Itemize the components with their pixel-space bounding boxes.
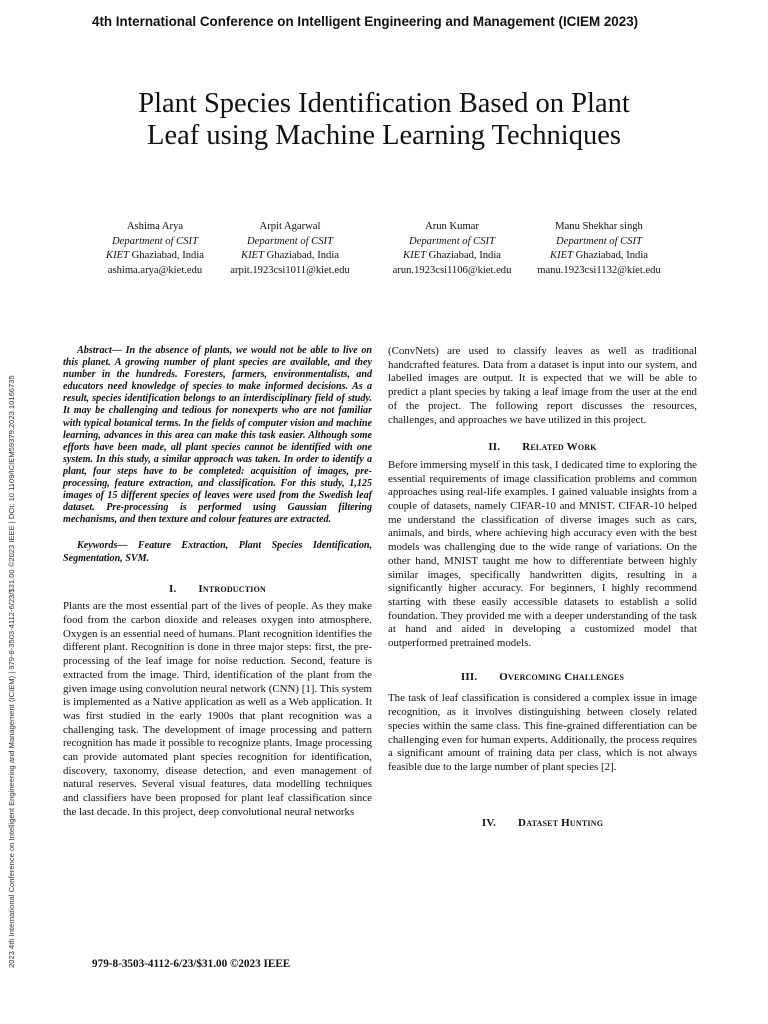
author-block	[0, 220, 768, 280]
section-heading-overcoming-challenges: III. Overcoming Challenges	[460, 670, 625, 683]
right-column	[388, 345, 697, 830]
author-department: Department of CSIT	[112, 235, 198, 247]
section-heading-introduction: I. Introduction	[168, 582, 266, 595]
author-1	[80, 220, 230, 278]
author-affiliation: KIET Ghaziabad, India	[403, 250, 501, 262]
introduction-text: Plants are the most essential part of the lives of people. As they make food from the carbon dioxide and releases oxygen into atmosphere. Oxygen is an essential need of humans. Plant recognition identifies the different plant. Recognition is done in three major steps: first, the pre-processing of the leaf image for noise reduction. Second, feature is extracted from the image. Third, identification of the plant from the given image using convolution neural network (CNN) [1]. This system is implemented as a Native application as well as a Web application. It was first studied in the early 1900s that plant recognition was a challenging task. The development of image processing and pattern recognition has made it possible to recognize plants. Image processing can provide automated plant species recognition for identification, discovery, taxonomy, disease detection, and even management of natural reserves. Several visual features, data modelling techniques and classifiers have been proposed for plant leaf classification since the last decade. In this project, deep convolutional neural networks	[63, 600, 372, 818]
conference-header: 4th International Conference on Intelligent Engineering and Management (ICIEM 2023)	[92, 14, 639, 29]
doi-sidebar: 2023 4th International Conference on Intelligent Engineering and Management (ICIEM) | 979-8-3503-4112-6/23/$31.00 ©2023 IEEE | DOI: 10.1109/ICIEM59379.2023.10166735	[7, 375, 16, 968]
paper-title-line-2: Leaf using Machine Learning Techniques	[147, 120, 621, 151]
author-department: Department of CSIT	[409, 235, 495, 247]
author-email[interactable]: arun.1923csi1106@kiet.edu	[392, 264, 512, 276]
abstract: Abstract— In the absence of plants, we would not be able to live on this planet. A growing number of plant species are available, and they number in the hundreds. Foresters, farmers, environmentalists, and educators need knowledge of species to make informed decisions. As a result, species identification belongs to an interdisciplinary field of study. It may be challenging and tedious for nonexperts who are not familiar with typical botanical terms. In the fields of computer vision and machine learning, advances in this area can make this task easier. Although some efforts have been made, all plant species cannot be identified with one system. In this study, a similar approach was taken. In order to identify a plant, four steps have to be completed: acquisition of images, pre-processing, feature extraction, and classification. For this study, 1,125 images of 15 different species of leaves were used from the Swedish leaf dataset. Pre-processing is performed using Gaussian filtering mechanisms, and then texture and colour features are extracted.	[63, 345, 372, 526]
keywords: Keywords— Feature Extraction, Plant Species Identification, Segmentation, SVM.	[63, 540, 372, 564]
author-email[interactable]: manu.1923csi1132@kiet.edu	[537, 264, 661, 276]
author-3	[377, 220, 527, 278]
introduction-continued-text: (ConvNets) are used to classify leaves as well as traditional handcrafted features. Data from a dataset is input into our system, and labelled images are output. It is expected that we will be able to predict a plant species by taking a leaf image from the user at the end of the project. The following report discusses the resources, challenges, and approaches we have utilized in this project.	[388, 345, 697, 426]
author-affiliation: KIET Ghaziabad, India	[241, 250, 339, 262]
author-department: Department of CSIT	[247, 235, 333, 247]
author-name: Arun Kumar	[425, 221, 479, 232]
author-email[interactable]: ashima.arya@kiet.edu	[107, 264, 203, 276]
author-2	[215, 220, 365, 278]
copyright-footer: 979-8-3503-4112-6/23/$31.00 ©2023 IEEE	[92, 958, 291, 970]
author-4	[524, 220, 674, 278]
related-work-text: Before immersing myself in this task, I dedicated time to exploring the essential requirements of image classification problems and common approaches using real-life examples. I gained valuable insights from a couple of datasets, namely CIFAR-10 and MNIST. CIFAR-10 helped me understand the classification of diverse images such as cars, animals, and birds, where achieving high accuracy even with the best models was challenging due to the wide range of variations. On the other hand, MNIST taught me how to differentiate between highly similar images, specifically handwritten digits, resulting in a significantly higher accuracy. For beginners, I highly recommend starting with these easily accessible datasets to establish a solid foundation. They provided me with a deeper understanding of the task at hand and aided in developing a customized model that outperformed pretrained models.	[388, 458, 697, 650]
author-email[interactable]: arpit.1923csi1011@kiet.edu	[230, 264, 350, 276]
author-name: Ashima Arya	[126, 221, 184, 232]
overcoming-challenges-text: The task of leaf classification is considered a complex issue in image recognition, as it involves distinguishing between closely related species within the same class. This fine-grained differentiation can be challenging even for human experts. Additionally, the process requires a significant amount of training data per class, which is not always feasible due to the large number of plant species [2].	[388, 692, 697, 773]
paper-title	[60, 88, 708, 152]
section-heading-dataset-hunting: IV. Dataset Hunting	[481, 816, 604, 829]
left-column	[63, 345, 372, 820]
author-name: Arpit Agarwal	[259, 221, 321, 232]
paper-title-line-1: Plant Species Identification Based on Plant	[138, 88, 630, 119]
author-affiliation: KIET Ghaziabad, India	[550, 250, 648, 262]
section-heading-related-work: II. Related Work	[488, 441, 597, 454]
author-department: Department of CSIT	[556, 235, 642, 247]
author-affiliation: KIET Ghaziabad, India	[106, 250, 204, 262]
author-name: Manu Shekhar singh	[555, 221, 643, 232]
